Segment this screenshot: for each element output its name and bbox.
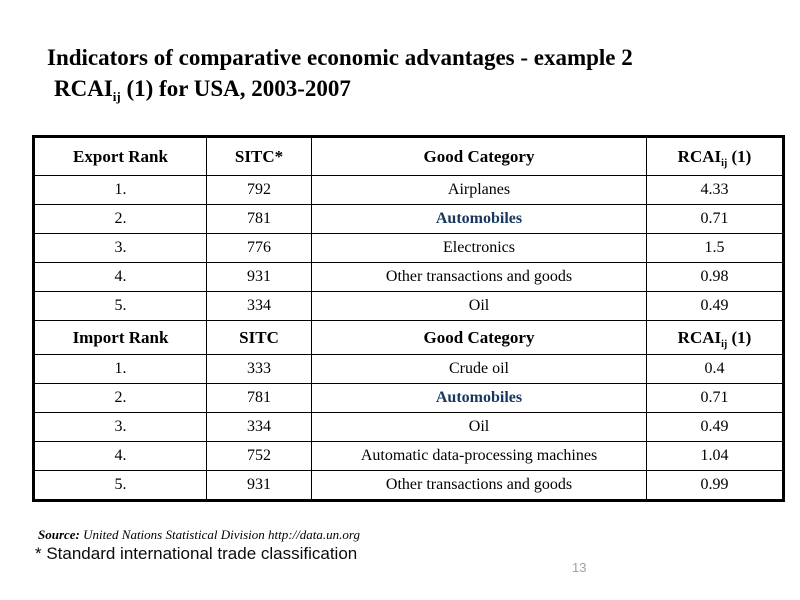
export-header-row <box>34 137 784 176</box>
header-sitc: SITC* <box>207 137 312 176</box>
table-row <box>34 442 784 471</box>
slide-title-line1: Indicators of comparative economic advantages - example 2 <box>47 45 633 70</box>
rcai-label: RCAI <box>677 327 722 347</box>
header-sitc: SITC <box>207 321 312 355</box>
title-rcai-suffix: (1) for USA, 2003-2007 <box>120 76 351 101</box>
rcai-subscript: ij <box>721 157 728 169</box>
sitc-cell: 334 <box>207 413 312 442</box>
category-cell: Airplanes <box>312 176 647 205</box>
category-cell-automobiles: Automobiles <box>312 205 647 234</box>
table-row <box>34 176 784 205</box>
rank-cell: 5. <box>34 292 207 321</box>
title-rcai: RCAI <box>54 76 113 101</box>
rcai-subscript: ij <box>721 338 728 350</box>
table-row <box>34 234 784 263</box>
rcai-cell: 0.4 <box>647 355 784 384</box>
header-good-category: Good Category <box>312 137 647 176</box>
rcai-cell: 1.5 <box>647 234 784 263</box>
category-cell: Oil <box>312 292 647 321</box>
rcai-label: RCAI <box>677 146 722 166</box>
table-row <box>34 384 784 413</box>
rcai-cell: 0.98 <box>647 263 784 292</box>
category-cell: Electronics <box>312 234 647 263</box>
sitc-cell: 334 <box>207 292 312 321</box>
slide-title-line2 <box>47 73 633 104</box>
category-cell: Oil <box>312 413 647 442</box>
rcai-suffix: (1) <box>727 146 752 166</box>
rank-cell: 1. <box>34 355 207 384</box>
title-rcai-subscript: ij <box>112 89 121 104</box>
page-number: 13 <box>572 560 587 575</box>
sitc-cell: 752 <box>207 442 312 471</box>
header-rcai <box>647 321 784 355</box>
header-good-category: Good Category <box>312 321 647 355</box>
sitc-cell: 931 <box>207 471 312 501</box>
table-row <box>34 205 784 234</box>
rank-cell: 3. <box>34 234 207 263</box>
rcai-cell: 4.33 <box>647 176 784 205</box>
category-cell: Other transactions and goods <box>312 263 647 292</box>
sitc-cell: 333 <box>207 355 312 384</box>
rcai-cell: 0.49 <box>647 413 784 442</box>
category-cell: Crude oil <box>312 355 647 384</box>
table-row <box>34 355 784 384</box>
source-line <box>38 527 360 543</box>
rank-cell: 5. <box>34 471 207 501</box>
rcai-cell: 0.71 <box>647 205 784 234</box>
header-rcai <box>647 137 784 176</box>
rank-cell: 4. <box>34 263 207 292</box>
category-cell-automobiles: Automobiles <box>312 384 647 413</box>
slide-title <box>47 42 633 104</box>
category-cell: Other transactions and goods <box>312 471 647 501</box>
rank-cell: 2. <box>34 384 207 413</box>
rank-cell: 2. <box>34 205 207 234</box>
rank-cell: 4. <box>34 442 207 471</box>
rank-cell: 3. <box>34 413 207 442</box>
rank-cell: 1. <box>34 176 207 205</box>
rcai-suffix: (1) <box>727 327 752 347</box>
sitc-cell: 781 <box>207 384 312 413</box>
table-row <box>34 413 784 442</box>
rcai-cell: 0.71 <box>647 384 784 413</box>
category-cell: Automatic data-processing machines <box>312 442 647 471</box>
table-row <box>34 263 784 292</box>
rcai-cell: 1.04 <box>647 442 784 471</box>
sitc-cell: 792 <box>207 176 312 205</box>
table-row <box>34 471 784 501</box>
import-header-row <box>34 321 784 355</box>
sitc-footnote: * Standard international trade classification <box>35 544 358 563</box>
source-text: United Nations Statistical Division http://data.un.org <box>79 527 360 542</box>
header-import-rank: Import Rank <box>34 321 207 355</box>
table-row <box>34 292 784 321</box>
sitc-cell: 781 <box>207 205 312 234</box>
rcai-cell: 0.49 <box>647 292 784 321</box>
sitc-cell: 776 <box>207 234 312 263</box>
rcai-table <box>32 135 785 502</box>
rcai-cell: 0.99 <box>647 471 784 501</box>
header-export-rank: Export Rank <box>34 137 207 176</box>
source-label: Source: <box>38 527 80 542</box>
sitc-cell: 931 <box>207 263 312 292</box>
